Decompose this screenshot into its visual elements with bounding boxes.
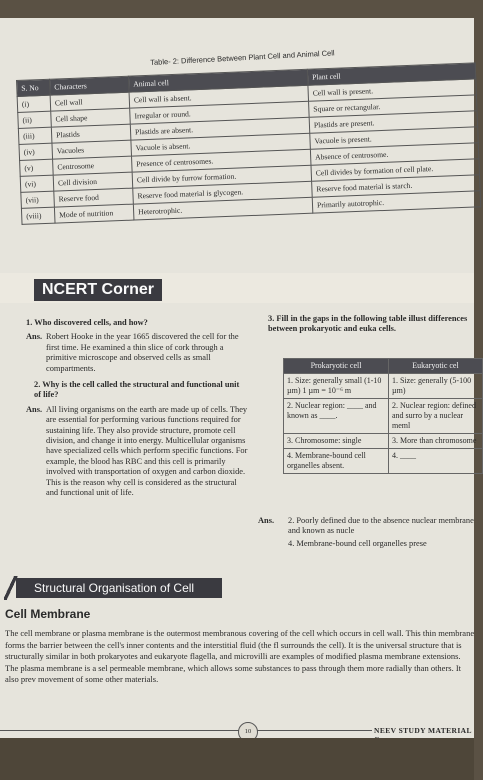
table-cell: Vacuole is absent. xyxy=(131,133,310,156)
table-title: Table- 2: Difference Between Plant Cell and Animal Cell xyxy=(150,48,335,67)
left-column xyxy=(26,318,248,499)
gap-table-cell: 2. Nuclear region: defined and surro by a nuclear meml xyxy=(389,399,483,434)
answer-1-label: Ans. xyxy=(26,332,43,342)
table-cell: Cell wall is present. xyxy=(308,79,476,101)
gap-table-cell: 2. Nuclear region: ____ and known as ____. xyxy=(284,399,389,434)
right-column xyxy=(268,314,474,335)
answer-3-item: 4. Membrane-bound cell organelles prese xyxy=(288,538,427,548)
table-cell: Plastids are absent. xyxy=(130,117,309,140)
table-cell: Absence of centrosome. xyxy=(310,143,478,165)
answer-3-item: 2. Poorly defined due to the absence nuclear membrane and known as nucle xyxy=(288,516,474,536)
table-cell: Vacuole is present. xyxy=(310,127,478,149)
table-cell: Cell wall xyxy=(50,92,130,111)
table-cell: Vacuoles xyxy=(52,140,132,159)
table-cell: (iv) xyxy=(19,143,53,160)
answer-3-label: Ans. xyxy=(258,516,275,525)
gap-table-cell: 1. Size: generally small (1-10 µm) 1 µm = 10⁻⁶ m xyxy=(284,374,389,399)
table-cell: Centrosome xyxy=(53,156,133,175)
table-cell: Cell divides by formation of cell plate. xyxy=(311,159,479,181)
answer-1: Robert Hooke in the year 1665 discovered the cell for the first time. He examined a thin slice of cork through a primitive microscope and observed cells as small compartments. xyxy=(46,332,239,373)
gap-table-row xyxy=(284,434,483,449)
header-sno: S. No xyxy=(17,79,51,96)
table-cell: Cell shape xyxy=(51,108,131,127)
table-cell: (v) xyxy=(20,159,54,176)
ncert-corner-title: NCERT Corner xyxy=(34,279,162,301)
gap-table-cell: 3. Chromosome: single xyxy=(284,434,389,449)
table-cell: Reserve food material is glycogen. xyxy=(133,181,312,204)
table-cell: Plastids are present. xyxy=(309,111,477,133)
header-characters: Characters xyxy=(49,76,129,95)
table-cell: Cell wall is absent. xyxy=(129,85,308,108)
gap-header-row xyxy=(284,359,483,374)
gap-table-cell: 3. More than chromosome xyxy=(389,434,483,449)
table-cell: Square or rectangular. xyxy=(309,95,477,117)
table-cell: Heterotrophic. xyxy=(133,197,312,220)
table-cell: Reserve food xyxy=(54,188,134,207)
answer-2-label: Ans. xyxy=(26,404,43,414)
table-cell: (vi) xyxy=(20,175,54,192)
gap-table-row xyxy=(284,449,483,474)
table-cell: Plastids xyxy=(51,124,131,143)
header-animal: Animal cell xyxy=(128,69,307,92)
header-prokaryotic: Prokaryotic cell xyxy=(284,359,389,374)
table-cell: (i) xyxy=(17,95,51,112)
section-title: Structural Organisation of Cell xyxy=(16,578,222,598)
table-cell: (viii) xyxy=(21,207,55,224)
table-cell: (iii) xyxy=(18,127,52,144)
table-cell: (vii) xyxy=(21,191,55,208)
table-cell: Presence of centrosomes. xyxy=(132,149,311,172)
subsection-title: Cell Membrane xyxy=(5,607,91,621)
table-cell: (ii) xyxy=(18,111,52,128)
header-eukaryotic: Eukaryotic cel xyxy=(389,359,483,374)
table-cell: Reserve food material is starch. xyxy=(312,175,480,197)
gap-table-cell: 4. ____ xyxy=(389,449,483,474)
table-cell: Primarily autotrophic. xyxy=(312,191,480,213)
table-cell: Mode of nutrition xyxy=(54,204,134,223)
table-cell: Cell division xyxy=(53,172,133,191)
question-1: 1. Who discovered cells, and how? xyxy=(26,318,148,327)
question-3: 3. Fill in the gaps in the following table illust differences between prokaryotic and euka cells. xyxy=(268,314,468,334)
table-cell: Cell divide by furrow formation. xyxy=(132,165,311,188)
answer-3-block xyxy=(258,516,474,549)
plant-animal-table xyxy=(16,62,481,225)
gap-table-row xyxy=(284,374,483,399)
gap-table-cell: 4. Membrane-bound cell organelles absent. xyxy=(284,449,389,474)
desk-surface xyxy=(0,738,474,780)
textbook-page xyxy=(0,18,477,738)
table-cell: Irregular or round. xyxy=(130,101,309,124)
gap-table-row xyxy=(284,399,483,434)
answer-2: All living organisms on the earth are made up of cells. They are essential for performing various functions required for sustaining life. They also provide structure, promote cell division, and change it into energy. Multicellular organisms have specialized cells which perform specific functions. For example, the blood has RBC and this cell is primarily involved with transportation of oxygen and carbon dioxide. This is the reason why cell is considered as the structural and functional unit of life. xyxy=(46,404,248,498)
prokaryote-eukaryote-table xyxy=(283,358,483,474)
question-2: 2. Why is the cell called the structural and functional unit of life? xyxy=(34,380,240,400)
gap-table-cell: 1. Size: generally (5-100 µm) xyxy=(389,374,483,399)
brand-footer: NEEV STUDY MATERIAL xyxy=(372,726,474,744)
cell-membrane-paragraph: The cell membrane or plasma membrane is the outermost membranous covering of the cell which occurs in cell wall. This thin membrane forms the barrier between the cell's inner contents and the interstitial fluid (the fl surrounds the cell). It is the universal structure that is structurally similar in both prokaryotes and eukaryote flagella, and microvilli are examples of modified plasma membrane extensions. The plasma membrane is a sel permeable membrane, which allows some substances to pass through them more radially than others. It also prev movement of some other materials. xyxy=(5,628,475,685)
page-number: 10 xyxy=(238,722,258,742)
header-plant: Plant cell xyxy=(307,63,475,85)
